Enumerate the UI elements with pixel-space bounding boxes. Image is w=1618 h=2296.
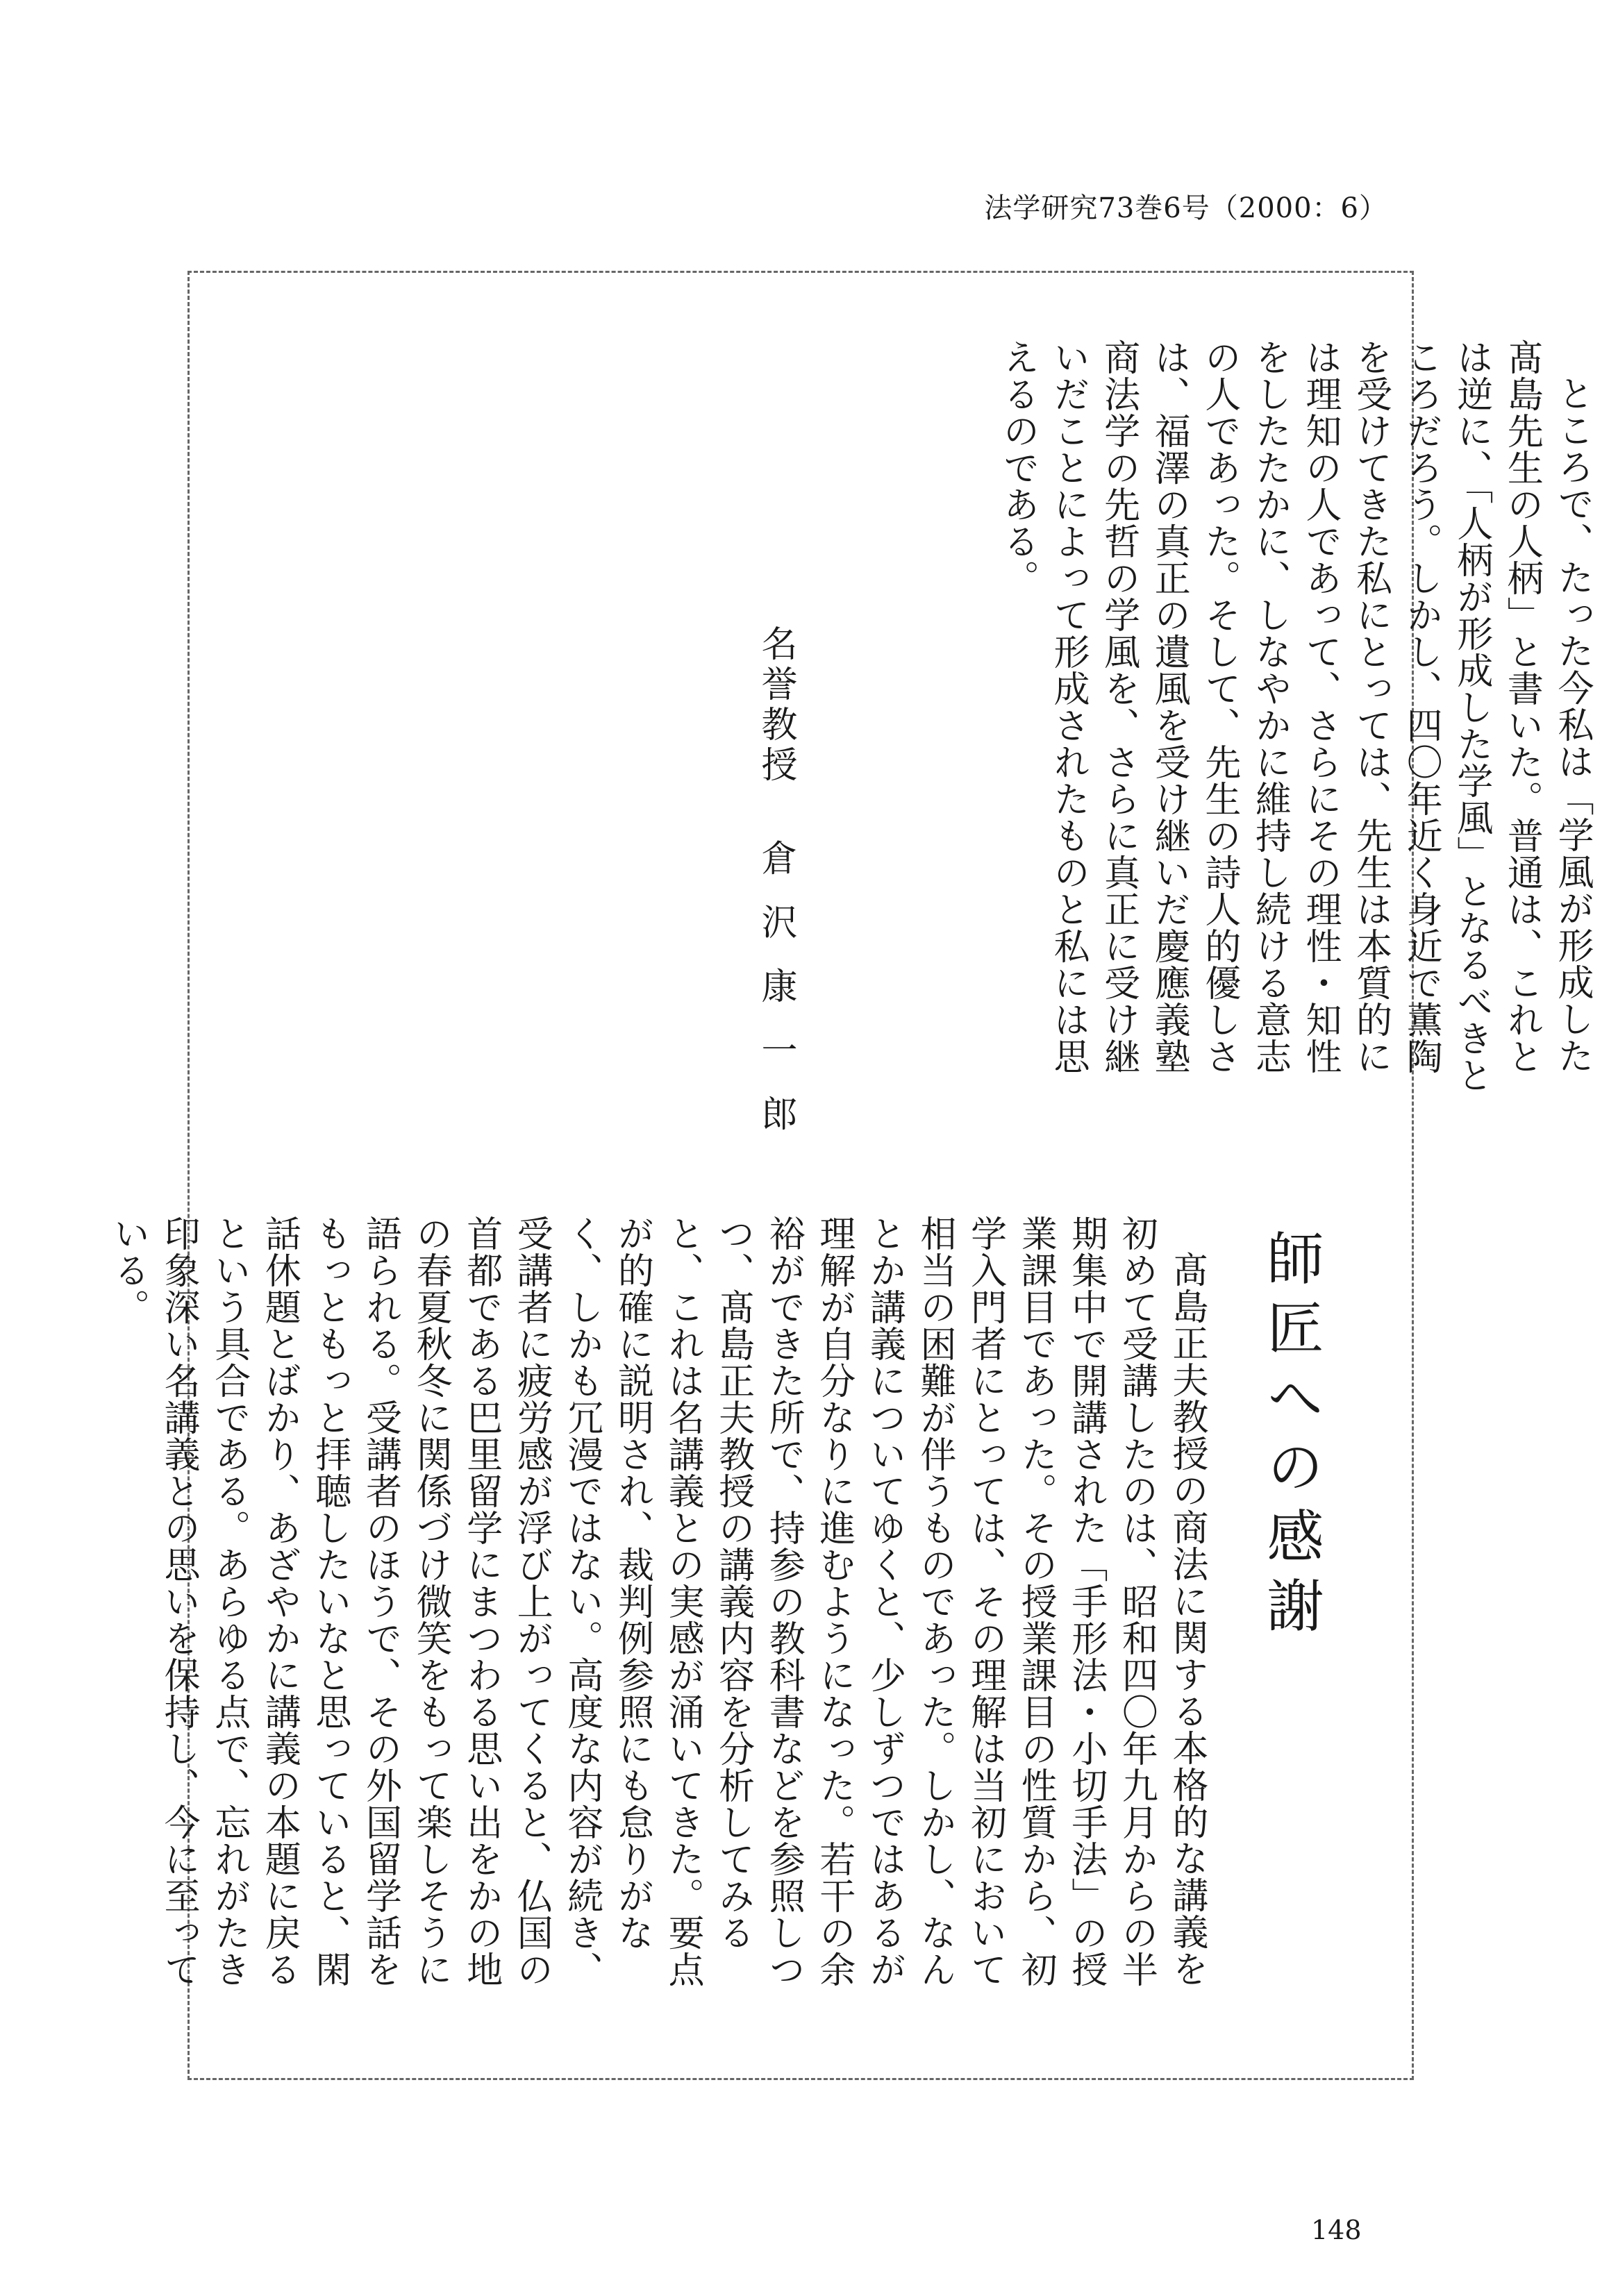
- article-title: 師匠への感謝: [1258, 1229, 1324, 1645]
- page-number: 148: [1311, 2215, 1362, 2245]
- closing-paragraph-block: [826, 339, 1597, 1103]
- opening-paragraph-block: [107, 1215, 1212, 2020]
- author-name: 倉沢康一郎: [755, 839, 797, 1159]
- closing-paragraph: ところで、たった今私は「学風が形成した髙島先生の人柄」と書いた。普通は、これとは逆に、「人柄が形成した学風」となるべきところだろう。しかし、四〇年近く身近で薫陶を受けてきた私にとっては、先生は本質的には理知の人であって、さらにその理性・知性をしたたかに、しなやかに維持し続ける意志の人であった。そして、先生の詩人的優しさは、福澤の真正の遺風を受け継いだ慶應義塾商法学の先哲の学風を、さらに真正に受け継いだことによって形成されたものと私には思えるのである。: [996, 339, 1593, 1093]
- journal-citation: 法学研究73巻6号（2000：6）: [984, 192, 1387, 224]
- opening-paragraph: 髙島正夫教授の商法に関する本格的な講義を初めて受講したのは、昭和四〇年九月からの半期集中で開講された「手形法・小切手法」の授業課目であった。その授業課目の性質から、初学入門者にとっては、その理解は当初において相当の困難が伴うものであった。しかし、なんとか講義についてゆくと、少しずつではあるが理解が自分なりに進むようになった。若干の余裕ができた所で、持参の教科書などを参照しつつ、髙島正夫教授の講義内容を分析してみると、これは名講義との実感が涌いてきた。要点が的確に説明され、裁判例参照にも怠りがなく、しかも冗漫ではない。高度な内容が続き、受講者に疲労感が浮び上がってくると、仏国の首都である巴里留学にまつわる思い出をかの地の春夏秋冬に関係づけ微笑をもって楽しそうに語られる。受講者のほうで、その外国留学話をもっともっと拝聴したいなと思っていると、閑話休題とばかり、あざやかに講義の本題に戻るという具合である。あらゆる点で、忘れがたき印象深い名講義との思いを保持し、今に至っている。: [107, 1215, 1208, 1988]
- author-role: 名誉教授: [755, 625, 797, 786]
- author-byline: [750, 625, 802, 1159]
